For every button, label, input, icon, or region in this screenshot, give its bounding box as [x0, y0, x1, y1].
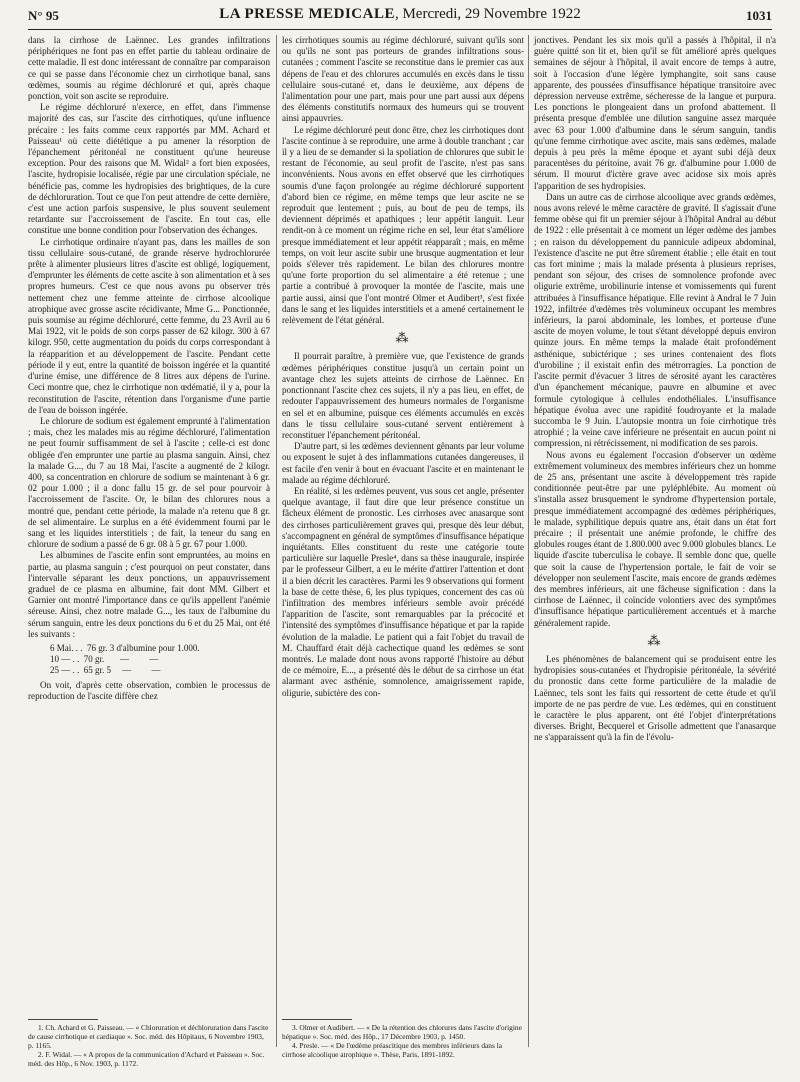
- footnote-rule: [28, 1019, 98, 1020]
- column-3: [534, 35, 776, 744]
- journal-title: [28, 6, 772, 23]
- footnote: 4. Presle. — « De l'œdème préascitique des membres inférieurs dans la cirrhose alcoolique atrophique ». Thèse, Paris, 1891-1892.: [282, 1041, 503, 1059]
- paragraph: Le régime déchloruré n'exerce, en effet, dans l'immense majorité des cas, sur l'ascite des cirrhotiques, qu'une influence précaire : les faits comme ceux rapportés par MM. Achard et Paisseau¹ où cette diététique a pu amener la résorption de l'épanchement péritonéal ne constituent qu'une heureuse exception. Pour des raisons que M. Widal² a fort bien exposées, l'ascite, hydropisie localisée, régie par une circulation spéciale, ne bénéficie pas, comme les hydropisies des brightiques, de la cure de déchloruration. Tout ce que l'on peut attendre de cette dernière, c'est une action parfois suspensive, le plus souvent seulement retardante sur l'accroissement de l'ascite. En tout cas, elle constitue une bonne condition pour l'observation des échanges.: [28, 102, 270, 236]
- paragraph: On voit, d'après cette observation, combien le processus de reproduction de l'ascite diffère chez: [28, 679, 270, 702]
- column-1: [28, 35, 270, 702]
- paragraph: Les phénomènes de balancement qui se produisent entre les hydropisies sous-cutanées et l'hydropisie péritonéale, la sévérité du pronostic dans cette forme particulière de la maladie de Laënnec, tels sont les faits qui ressortent de cette étude et qu'il importe de ne pas perdre de vue. Les œdèmes, qui en constituent le caractère le plus apparent, ont été l'objet d'interprétations diverses. Bright, Becquerel et Grisolle admettent que l'anasarque ne s'apparaissent qu'à la fin de l'évolu-: [534, 653, 776, 743]
- paragraph: les cirrhotiques soumis au régime déchloruré, suivant qu'ils sont ou qu'ils ne sont pas porteurs de grandes infiltrations sous-cutanées ; comment l'ascite se reconstitue dans le premier cas aux dépens de l'eau et des chlorures accumulés en excès dans le tissu cellulaire sous-cutané et, dans le deuxième, aux dépens de l'alimentation pour une part, mais pour une part aussi aux dépens des éléments constitutifs normaux des humeurs qui se trouvent ainsi appauvries.: [282, 35, 524, 124]
- column-2: [282, 35, 524, 699]
- paragraph: Nous avons eu également l'occasion d'observer un œdème extrêmement volumineux des membres inférieurs chez un homme de 25 ans, présentant une ascite à développement très rapide conditionnée peut-être par une pyléphlébite. Au moment où s'installa assez brusquement le syndrome d'hypertension portale, presque immédiatement accompagné des œdèmes périphériques, le malade, syphilitique depuis quatre ans, était dans un état fort précaire ; il présentait une anémie profonde, le chiffre des globules rouges étant de 1.800.000 avec 9.000 globules blancs. Le liquide d'ascite tuberculisa le cobaye. Il semble donc que, quelle que soit la cause de l'hypertension portale, le fait de voir se développer non seulement l'ascite, mais encore de grands œdèmes des membres inférieurs, ait une fâcheuse signification : dans la cirrhose de Laënnec, il coïncide volontiers avec des symptômes d'insuffisance hépatique particulièrement accentués et à marche généralement rapide.: [534, 449, 776, 628]
- journal-name: LA PRESSE MEDICALE: [219, 6, 395, 22]
- paragraph: Il pourrait paraître, à première vue, que l'existence de grands œdèmes périphériques constitue jusqu'à un certain point un avantage chez les sujets atteints de cirrhose de Laënnec. En ponctionnant l'ascite chez ces sujets, il n'y a pas lieu, en effet, de redouter l'appauvrissement des humeurs normales de l'organisme en sel et en albumine, puisque ces éléments accumulés en excès dans le tissu cellulaire sous-cutané servent entièrement à reconstituer l'épanchement péritonéal.: [282, 351, 524, 440]
- albumin-table: [50, 643, 270, 676]
- table-row: 10 — . . 70 gr. — —: [50, 653, 159, 664]
- column-divider: [528, 35, 529, 1047]
- table-row: 25 — . . 65 gr. 5 — —: [50, 664, 161, 675]
- footnote: 3. Olmer et Audibert. — « De la rétention des chlorures dans l'ascite d'origine hépatique ». Soc. méd. des Hôp., 17 Décembre 1903, p. 1450.: [282, 1023, 522, 1041]
- issue-number: N° 95: [28, 8, 59, 23]
- section-separator: ⁂: [647, 632, 663, 648]
- footnotes-left: [28, 1015, 270, 1068]
- issue-date: , Mercredi, 29 Novembre 1922: [394, 6, 581, 22]
- header-rule: [28, 29, 772, 30]
- paragraph: D'autre part, si les œdèmes deviennent gênants par leur volume ou exposent le sujet à des inflammations cutanées dangereuses, il est facile d'en venir à bout en évacuant l'ascite et en maintenant le malade au régime déchloruré.: [282, 441, 524, 485]
- paragraph: Le cirrhotique ordinaire n'ayant pas, dans les mailles de son tissu cellulaire sous-cutané, de grande réserve hydrochlorurée prête à alimenter plusieurs litres d'ascite est obligé, logiquement, d'emprunter les éléments de cette ascite à son alimentation et à ses propres humeurs. C'est ce que nous avons pu observer très nettement chez une femme atteinte de cirrhose alcoolique atrophique avec grosse ascite récidivante, Mme G... Ponctionnée, puis soumise au régime déchloruré, cette femme, du 23 Avril au 6 Mai 1922, vit le poids de son corps passer de 62 kilogr. 300 à 67 kilogr. 950, cette augmentation du poids du corps correspondant à la réapparition et au développement de l'ascite. Pendant cette période il y eut, entre la quantité de boisson ingérée et la quantité d'urine émise, une différence de 8 litres aux dépens de l'urine. Ceci montre que, chez le cirrhotique non œdématié, il y a, pour la reconstitution de l'ascite, rétention dans l'organisme d'une partie de l'eau de boisson ingérée.: [28, 236, 270, 415]
- footnote: 1. Ch. Achard et G. Paisseau. — « Chloruration et déchloruration dans l'ascite de cause cirrhotique et cardiaque ». Soc. méd. des Hôpitaux, 6 Novembre 1903, p. 1165.: [28, 1023, 269, 1050]
- paragraph: dans la cirrhose de Laënnec. Les grandes infiltrations périphériques ne font pas en effet partie du tableau ordinaire de cette maladie. Il est donc intéressant de connaître par comparaison ce qui se passe dans l'économie chez un cirrhotique banal, sans œdèmes, soumis au régime déchloruré et qui, après chaque ponction, voit son ascite se reproduire.: [28, 35, 270, 102]
- table-row: 6 Mai. . . 76 gr. 3 d'albumine pour 1.000.: [50, 642, 200, 653]
- column-divider: [276, 35, 277, 1047]
- page-number: 1031: [746, 8, 772, 23]
- paragraph: jonctives. Pendant les six mois qu'il a passés à l'hôpital, il n'a guère quitté son lit et, bien qu'il se fût amélioré après quelques semaines de séjour à l'hôpital, il avait encore de temps à autre, soit à l'occasion d'une légère lymphangite, soit sans cause apparente, des poussées d'insuffisance hépatique transitoire avec dépression nerveuse extrême, sécheresse de la langue et purpura. Les ponctions le plongeaient dans un profond abattement. Il présenta presque d'emblée une dilution sanguine assez marquée avec 63 pour 1.000 d'albumine dans le sérum sanguin, tandis qu'une femme cirrhotique avec ascite, mais sans œdèmes, malade depuis à peu près la même époque et ayant subi déjà deux paracentèses du péritoine, avait 76 gr. d'albumine pour 1.000 de sérum. Il mourut d'ictère grave avec acidose six mois après l'apparition de ses hydropisies.: [534, 35, 776, 191]
- paragraph: Le régime déchloruré peut donc être, chez les cirrhotiques dont l'ascite continue à se reproduire, une arme à double tranchant ; car il y a lieu de se demander si la spoliation de chlorures que subit le restant de l'économie, au seul profit de l'ascite, n'est pas sans inconvénients. Nous avons en effet observé que les cirrhotiques soumis d'une façon prolongée au régime déchloruré supportent d'abord bien ce régime, en même temps que leur ascite ne se reproduit que lentement ; puis, au bout de peu de temps, ils deviennent déprimés et apathiques ; leur appétit languit. Leur rendit-on à ce moment un régime riche en sel, leur état s'améliore presque immédiatement et leur appétit réapparaît ; mais, en même temps, on voit leur ascite subir une brusque augmentation et leur poids s'élever très rapidement. Le bilan des chlorures montre qu'une forte proportion du sel alimentaire a été retenue ; une partie a contribué à provoquer la montée de l'ascite, mais une partie aussi, ainsi que l'ont montré Olmer et Audibert³, s'est fixée dans le sang et les liquides interstitiels et a amené certainement le relèvement de l'état général.: [282, 124, 524, 326]
- paragraph: En réalité, si les œdèmes peuvent, vus sous cet angle, présenter quelque avantage, il faut dire que leur présence constitue un fâcheux élément de pronostic. Les cirrhoses avec anasarque sont des cirrhoses particulièrement graves qui, presque dès leur début, s'accompagnent en général de symptômes d'insuffisance hépatique inquiétants. Elles constituent du reste une catégorie toute particulière sur laquelle Presle⁴, dans sa thèse inaugurale, inspirée par le professeur Gilbert, a eu le mérite d'attirer l'attention et dont il a bien décrit les caractères. Parmi les 9 observations qui forment la base de cette thèse, 6, les plus typiques, concernent des cas où l'infiltration des membres inférieurs semble avoir précédé l'apparition de l'ascite, sont remarquables par la précocité et l'intensité des symptômes d'insuffisance hépatique et par la rapide évolution de la maladie. Le patient qui a fait l'objet du travail de M. Chauffard était déjà cachectique quand les œdèmes se sont montrés. Le malade dont nous avons rapporté l'histoire au début de ce mémoire, E..., a présenté dès le début de sa cirrhose un état alarmant avec asthénie, somnolence, amaigrissement rapide, oligurie, subictère des con-: [282, 485, 524, 698]
- paragraph: Le chlorure de sodium est également emprunté à l'alimentation ; mais, chez les malades mis au régime déchloruré, l'alimentation ne peut fournir suffisamment de sel à l'ascite ; celle-ci est donc obligée d'en emprunter une partie au plasma sanguin. Ainsi, chez la malade G..., du 7 au 18 Mai, l'ascite a augmenté de 2 kilogr. 400, sa concentration en chlorure de sodium se maintenant à 6 gr. 02 pour 1.000 ; il a donc fallu 15 gr. de sel pour pourvoir à l'accroissement de l'ascite. Or, le bilan des chlorures nous a montré que, pendant cette période, la malade n'a retenu que 8 gr. de sel alimentaire. Le surplus en a été évidemment fourni par le sang et les liquides interstitiels ; de fait, la teneur du sang en chlorure de sodium a passé de 6 gr. 08 à 5 gr. 67 pour 1.000.: [28, 415, 270, 550]
- footnotes-middle: [282, 1015, 524, 1059]
- footnote-rule: [282, 1019, 352, 1020]
- footnote: 2. F. Widal. — « A propos de la communication d'Achard et Paisseau ». Soc. méd. des Hôp., 6 Nov. 1903, p. 1172.: [28, 1050, 265, 1068]
- paragraph: Les albumines de l'ascite enfin sont empruntées, au moins en partie, au plasma sanguin ; c'est pourquoi on peut constater, dans l'intervalle séparant les deux ponctions, un appauvrissement graduel de ce plasma en albumine, fait dont MM. Gilbert et Garnier ont montré l'importance dans ce qu'ils appellent l'anémie séreuse. Ainsi, chez notre malade G..., les taux de l'albumine du sérum sanguin, entre les deux ponctions du 6 et du 25 Mai, ont été les suivants :: [28, 550, 270, 639]
- paragraph: Dans un autre cas de cirrhose alcoolique avec grands œdèmes, nous avons relevé le même caractère de gravité. Il s'agissait d'une femme obèse qui fit un premier séjour à l'hôpital Andral au début de 1922 : elle présentait à ce moment un léger œdème des jambes ; en raison du développement du pannicule adipeux abdominal, l'existence d'ascite ne put être sûrement établie ; elle était en tout cas fort minime ; mais la malade présenta à plusieurs reprises, pendant son séjour, des crises de somnolence profonde avec oligurie extrême, urobilinurie intense et vomissements qui furent attribuées à l'insuffisance hépatique. Elle revint à Andral le 7 Juin 1922, infiltrée d'œdèmes très volumineux occupant les membres inférieurs, la paroi abdominale, les lombes, et porteuse d'une ascite de moyen volume, le tout s'étant développé depuis environ quinze jours. En même temps la malade était profondément asthénique, subictérique ; ses urines contenaient des flots d'urobiline ; il existait enfin des métrorragies. La ponction de l'ascite permit d'évacuer 3 litres de sérosité ayant les caractères d'un épanchement mécanique, pauvre en albumine et avec formule cytologique à cellules endothéliales. L'insuffisance hépatique évolua avec une rapidité foudroyante et la malade succomba le 9 Juin. L'autopsie montra un foie cirrhotique très atrophié ; la veine cave inférieure ne présentait en aucun point ni compression, ni rétrécissement, ni modification de ses parois.: [534, 191, 776, 449]
- page-header: [28, 6, 772, 28]
- section-separator: ⁂: [395, 330, 411, 346]
